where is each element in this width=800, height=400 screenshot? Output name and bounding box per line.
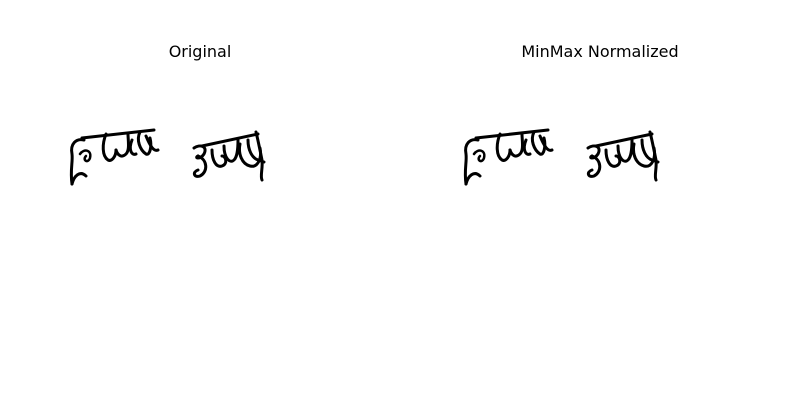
panel-title-minmax-normalized: MinMax Normalized — [521, 42, 679, 61]
handwriting-image-normalized — [456, 110, 676, 200]
panel-minmax-normalized — [400, 0, 800, 400]
panel-title-original: Original — [168, 42, 232, 61]
handwriting-image-original — [62, 110, 282, 200]
handwritten-word-image — [456, 110, 676, 200]
handwritten-word-image — [62, 110, 282, 200]
